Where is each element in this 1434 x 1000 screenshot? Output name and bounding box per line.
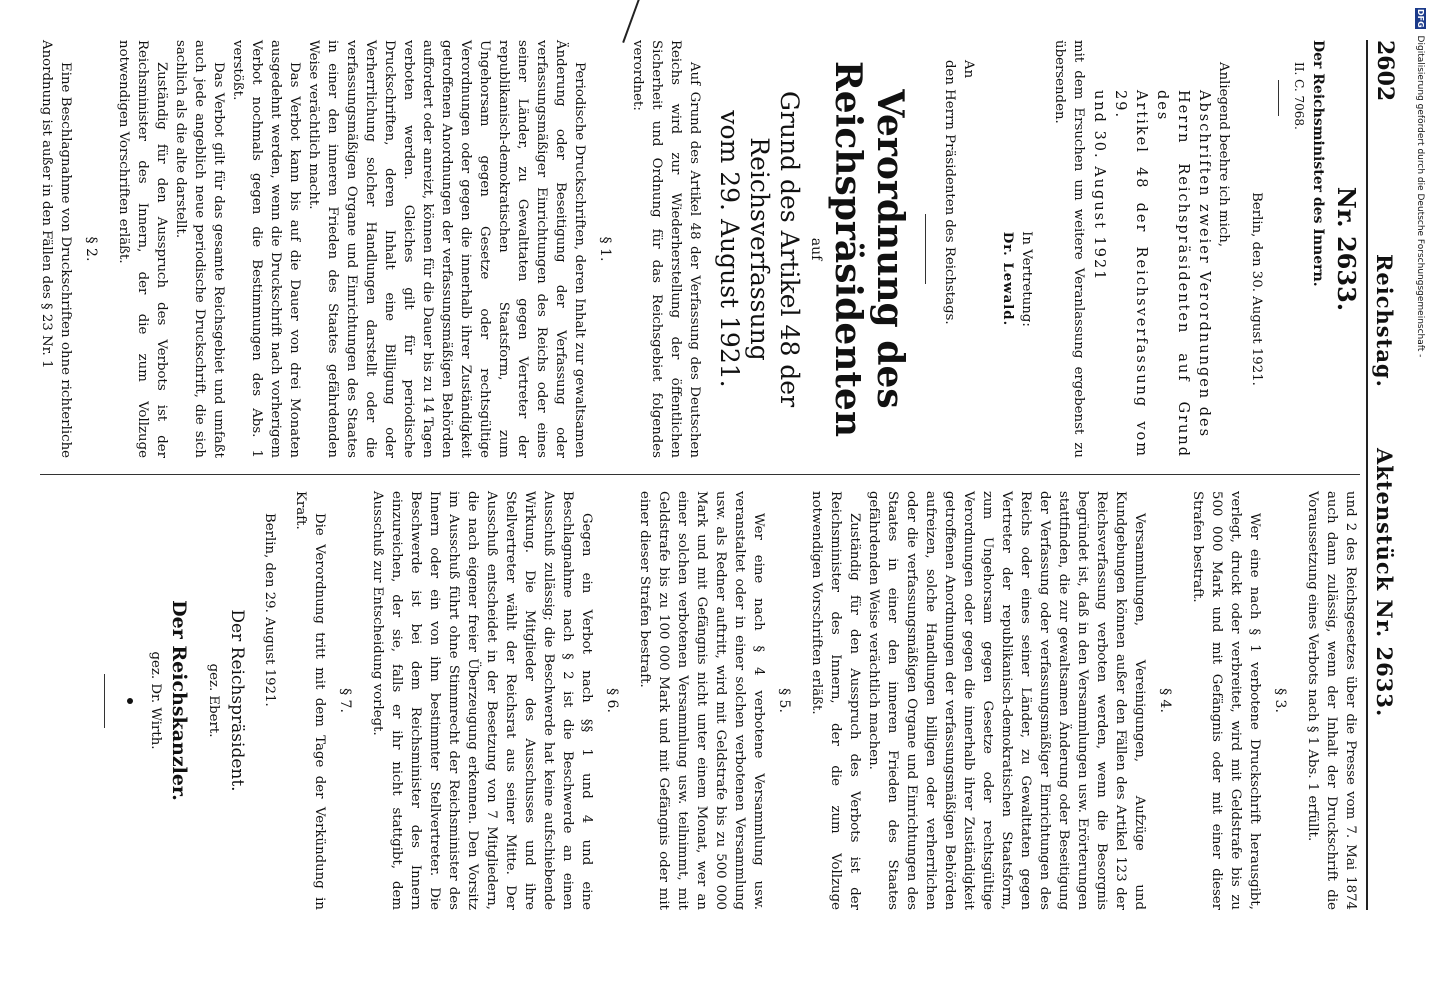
section-heading: § 3.: [1272, 688, 1288, 713]
dfg-logo: DFG: [1416, 9, 1425, 28]
sender: Der Reichsminister des Innern.: [1310, 40, 1326, 287]
page-content: [40, 40, 1414, 910]
ordinance-subtitle: Grund des Artikel 48 der Reichsverfassung: [745, 90, 804, 408]
text-columns: [40, 40, 1360, 910]
section-heading: § 4.: [1157, 688, 1173, 713]
address-an: An: [961, 60, 976, 79]
reference-number: II. C. 7068.: [1292, 62, 1306, 130]
section-text: Das Verbot kann bis auf die Dauer von drei Monaten ausgedehnt werden, wenn die Druckschrift nach vorherigem Verbot nochmals gegen die Bestimmungen des Abs. 1 verstößt.: [230, 40, 302, 458]
document-number-heading: Nr. 2633.: [1332, 186, 1361, 312]
ordinance-title: Verordnung des Reichspräsidenten: [827, 60, 911, 438]
section-text: Das Verbot gilt für das gesamte Reichsgebiet und umfaßt auch jede angeblich neue periodische Druckschrift, die sich sachlich als die alte darstellt.: [173, 40, 226, 458]
enclosure-line: Herrn Reichspräsidenten auf Grund des: [1154, 90, 1191, 458]
ordinance-title-auf: auf: [808, 237, 824, 261]
proxy-label: In Vertretung:: [1019, 231, 1034, 327]
chancellor-title: Der Reichskanzler.: [168, 600, 190, 801]
page-header: [1366, 40, 1414, 910]
end-rule: [104, 674, 105, 728]
ink-dot: [127, 698, 133, 704]
addressee: den Herrn Präsidenten des Reichstags.: [942, 60, 957, 325]
divider: [1278, 80, 1279, 116]
section-text: Gegen ein Verbot nach §§ 1 und 4 und eine Beschlagnahme nach § 2 ist die Beschwerde an einen Ausschuß zulässig; die Beschwerde hat keine aufschiebende Wirkung. Die Mitglieder des Ausschusses und ihre Stellvertreter wählt der Reichsrat aus seiner Mitte. Der Ausschuß entscheidet in der Besetzung von 7 Mitgliedern, die nach eigener freier Überzeugung erkennen. Den Vorsitz im Ausschuß führt ohne Stimmrecht der Reichsminister des Innern oder ein von ihm bestimmter Stellvertreter. Die Beschwerde ist bei dem Reichsminister des Innern einzureichen, der sie, falls er ihr nicht stattgibt, dem Ausschuß zur Entscheidung vorlegt.: [370, 491, 594, 910]
section-heading: § 2.: [83, 236, 99, 262]
header-title: [1372, 254, 1397, 717]
preamble: Auf Grund des Artikel 48 der Verfassung des Deutschen Reichs wird zur Wiederherstellung der öffentlichen Sicherheit und Ordnung für das Reichsgebiet folgendes verordnet:: [630, 40, 702, 458]
right-column: [40, 475, 1360, 910]
left-column: [40, 40, 1360, 475]
letter-closing: mit dem Ersuchen um weitere Veranlassung ergebenst zu übersenden.: [1052, 40, 1086, 458]
section-text: Zuständig für den Ausspruch des Verbots ist der Reichsminister des Innern, der die zum Vollzuge notwendigen Vorschriften erläßt.: [809, 491, 862, 910]
funding-text: Digitalisierung gefördert durch die Deutsche Forschungsgemeinschaft -: [1415, 35, 1425, 358]
section-text: Eine Beschlagnahme von Druckschriften ohne richterliche Anordnung ist außer in den Fällen des § 23 Nr. 1: [39, 40, 73, 458]
section-text: Versammlungen, Vereinigungen, Aufzüge und Kundgebungen können außer den Fällen des Artikel 123 der Reichsverfassung verboten werden, wenn die Besorgnis begründet ist, daß in den Versammlungen usw. Erörterungen stattfinden, die zur gewaltsamen Änderung oder Beseitigung der Verfassung oder verfassungsmäßiger Einrichtungen des Reichs oder eines seiner Länder, zu Gewalttaten gegen Vertreter der republikanisch-demokratischen Staatsform, zum Ungehorsam gegen Gesetze oder rechtsgültige Verordnungen oder gegen die innerhalb ihrer Zuständigkeit getroffenen Anordnungen der verfassungsmäßigen Behörden aufreizen, solche Handlungen billigen oder verherrlichen oder die verfassungsmäßigen Organe und Einrichtungen des Staates in einer den inneren Frieden des Staates gefährdenden Weise verächtlich machen.: [866, 491, 1147, 910]
section-text: Die Verordnung tritt mit dem Tage der Verkündung in Kraft.: [293, 491, 327, 910]
signer-name: Dr. Lewald.: [1000, 231, 1015, 327]
section-text: Wer eine nach § 4 verbotene Versammlung usw. veranstaltet oder in einer solchen verbotenen Versammlung usw. als Redner auftritt, wird mit Geldstrafe bis zu 500 000 Mark und mit Gefängnis nicht unter einem Monat, wer an einer solchen verbotenen Versammlung usw. teilnimmt, mit Geldstrafe bis zu 100 000 Mark und mit Gefängnis oder mit einer dieser Strafen bestraft.: [637, 491, 766, 910]
ordinance-date: vom 29. August 1921.: [715, 110, 744, 388]
divider: [925, 214, 926, 284]
letter-date: Berlin, den 30. August 1921.: [1249, 192, 1264, 386]
president-signature: gez. Ebert.: [206, 663, 221, 738]
section-text: Wer eine nach § 1 verbotene Druckschrift herausgibt, verlegt, druckt oder verbreitet, wird mit Geldstrafe bis zu 500 000 Mark und mit Gefängnis oder mit einer dieser Strafen bestraft.: [1190, 491, 1262, 910]
enclosure-block: [1088, 90, 1214, 458]
section-text: und 2 des Reichsgesetzes über die Presse vom 7. Mai 1874 auch dann zulässig, wenn der Inhalt der Druckschrift die Voraussetzung eines Verbots nach § 1 Abs. 1 erfüllt.: [1305, 491, 1358, 910]
chancellor-signature: gez. Dr. Wirth.: [148, 651, 163, 750]
section-text: Zuständig für den Ausspruch des Verbots ist der Reichsminister des Innern, der die zum Vollzuge notwendigen Vorschriften erläßt.: [116, 40, 169, 458]
section-heading: § 6.: [604, 688, 620, 713]
pen-mark: [622, 0, 640, 43]
enclosure-line: und 30. August 1921: [1091, 90, 1107, 282]
enclosure-line: Artikel 48 der Reichsverfassung vom 29.: [1112, 90, 1149, 458]
document-number: Aktenstück Nr. 2633.: [1372, 447, 1397, 718]
ordinance-date-line: Berlin, den 29. August 1921.: [262, 513, 277, 707]
letter-signature: [998, 40, 1036, 458]
publication-name: Reichstag.: [1372, 253, 1397, 388]
section-text: Periodische Druckschriften, deren Inhalt zur gewaltsamen Änderung oder Beseitigung der Verfassung oder verfassungsmäßiger Einrichtungen des Reichs oder eines seiner Länder, zu Gewalttaten gegen Vertreter der republikanisch-demokratischen Staatsform, zum Ungehorsam gegen Gesetze oder rechtsgültige Verordnungen oder gegen die innerhalb ihrer Zuständigkeit getroffenen Anordnungen der verfassungsmäßigen Behörden auffordert oder anreizt, können für die Dauer bis zu 14 Tagen verboten werden. Gleiches gilt für periodische Druckschriften, deren Inhalt eine Billigung oder Verherrlichung solcher Handlungen darstellt oder die verfassungsmäßigen Organe und Einrichtungen des Staates in einer den inneren Frieden des Staates gefährdenden Weise verächtlich macht.: [306, 40, 587, 458]
section-heading: § 5.: [776, 688, 792, 713]
letter-intro: Anliegend beehre ich mich,: [1216, 62, 1231, 248]
enclosure-line: Abschriften zweier Verordnungen des: [1196, 90, 1212, 439]
page-number: 2602: [1372, 40, 1398, 102]
section-heading: § 7.: [337, 688, 353, 713]
section-heading: § 1.: [597, 236, 613, 262]
president-title: Der Reichspräsident.: [227, 609, 247, 792]
